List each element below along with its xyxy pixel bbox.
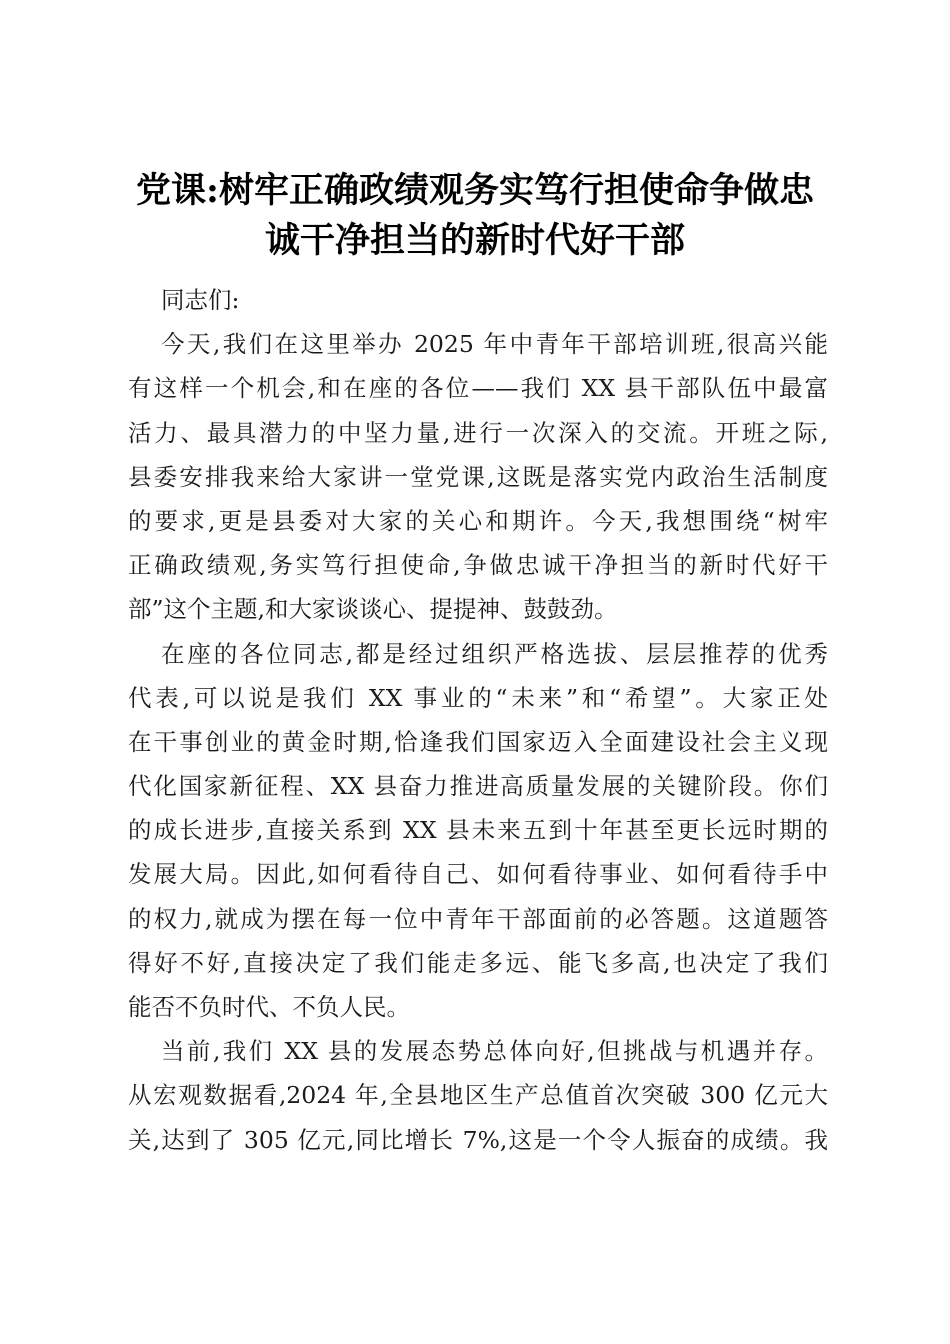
paragraph-line: 县委安排我来给大家讲一堂党课,这既是落实党内政治生活制度 <box>128 462 828 491</box>
paragraph-line: 关,达到了 305 亿元,同比增长 7%,这是一个令人振奋的成绩。我 <box>128 1125 828 1154</box>
paragraph-line: 在座的各位同志,都是经过组织严格选拔、层层推荐的优秀 <box>161 639 828 668</box>
paragraph-line: 代表,可以说是我们 XX 事业的“未来”和“希望”。大家正处 <box>128 683 828 712</box>
paragraph-line: 发展大局。因此,如何看待自己、如何看待事业、如何看待手中 <box>128 860 828 889</box>
paragraph-line: 的权力,就成为摆在每一位中青年干部面前的必答题。这道题答 <box>128 904 828 933</box>
paragraph-line: 部”这个主题,和大家谈谈心、提提神、鼓鼓劲。 <box>128 595 618 624</box>
paragraph-line: 代化国家新征程、XX 县奋力推进高质量发展的关键阶段。你们 <box>128 772 828 801</box>
paragraph-line: 的成长进步,直接关系到 XX 县未来五到十年甚至更长远时期的 <box>128 816 828 845</box>
paragraph-line: 当前,我们 XX 县的发展态势总体向好,但挑战与机遇并存。 <box>161 1037 828 1066</box>
paragraph-line: 从宏观数据看,2024 年,全县地区生产总值首次突破 300 亿元大 <box>128 1081 828 1110</box>
title-line-1: 党课:树牢正确政绩观务实笃行担使命争做忠 <box>136 170 814 211</box>
paragraph-line: 的要求,更是县委对大家的关心和期许。今天,我想围绕“树牢 <box>128 506 828 535</box>
paragraph-line: 有这样一个机会,和在座的各位——我们 XX 县干部队伍中最富 <box>128 374 828 403</box>
paragraph-3 <box>128 1029 828 1162</box>
paragraph-line: 能否不负时代、不负人民。 <box>128 993 410 1021</box>
title-line-2: 诚干净担当的新时代好干部 <box>264 220 685 261</box>
paragraph-line: 得好不好,直接决定了我们能走多远、能飞多高,也决定了我们 <box>128 948 828 977</box>
paragraph-1 <box>128 322 828 631</box>
paragraph-2 <box>128 632 828 1030</box>
paragraph-line: 在干事创业的黄金时期,恰逢我们国家迈入全面建设社会主义现 <box>128 727 828 756</box>
paragraph-line: 正确政绩观,务实笃行担使命,争做忠诚干净担当的新时代好干 <box>128 551 828 580</box>
document-body <box>128 278 828 1162</box>
paragraph-line: 今天,我们在这里举办 2025 年中青年干部培训班,很高兴能 <box>161 330 828 359</box>
paragraph-line: 活力、最具潜力的中坚力量,进行一次深入的交流。开班之际, <box>128 418 828 447</box>
document-title <box>120 166 830 266</box>
salutation: 同志们: <box>161 286 240 314</box>
